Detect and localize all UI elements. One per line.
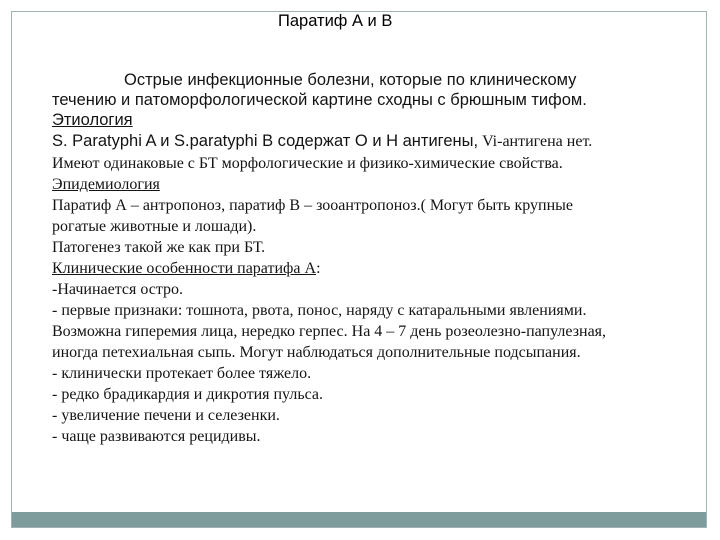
epidemiology-line-2: рогатые животные и лошади). [52,218,257,235]
clinical-line: - чаще развиваются рецидивы. [52,428,261,445]
clinical-heading-line [52,258,702,279]
intro-line-1: Острые инфекционные болезни, которые по клиническому [124,71,577,89]
clinical-heading-colon: : [316,260,321,277]
epidemiology-line-1: Паратиф А – антропоноз, паратиф В – зооантропоноз.( Могут быть крупные [52,197,574,214]
clinical-line: Возможна гиперемия лица, нередко герпес. На 4 – 7 день розеолезно-папулезная, [52,323,607,340]
clinical-heading: Клинические особенности паратифа А [52,260,317,277]
bottom-bar [12,512,706,527]
slide-content [52,70,702,447]
clinical-line: - увеличение печени и селезенки. [52,407,280,424]
etiology-heading: Этиология [52,111,133,129]
clinical-line: - первые признаки: тошнота, рвота, понос, наряду с катаральными явлениями. [52,302,587,319]
clinical-line: - редко брадикардия и дикротия пульса. [52,386,324,403]
slide-title: Паратиф А и В [278,12,393,30]
clinical-line: -Начинается остро. [52,281,184,298]
etiology-line-1 [52,130,702,153]
intro-line-2: течению и патоморфологической картине сходны с брюшным тифом. [52,91,587,109]
clinical-line: иногда петехиальная сыпь. Могут наблюдаться дополнительные подсыпания. [52,344,581,361]
slide-frame [11,11,707,528]
etiology-line-sans: S. Paratyphi A и S.paratyphi B содержат O и H антигены, [52,132,479,150]
etiology-line-serif: Vi-антигена нет. [478,133,593,150]
epidemiology-heading: Эпидемиология [52,176,160,193]
pathogenesis-line: Патогенез такой же как при БТ. [52,239,266,256]
clinical-line: - клинически протекает более тяжело. [52,365,312,382]
etiology-line-2: Имеют одинаковые с БТ морфологические и физико-химические свойства. [52,155,563,172]
